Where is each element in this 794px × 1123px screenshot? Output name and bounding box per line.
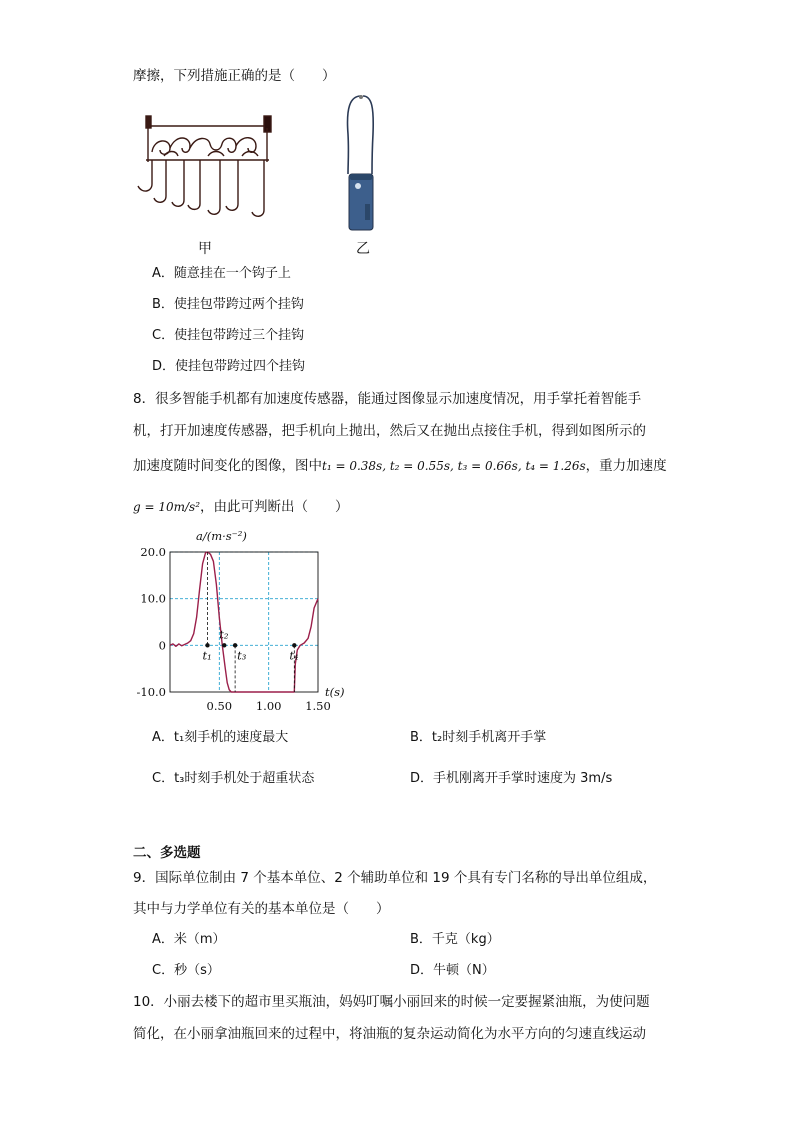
q9-option-c: C．秒（s）: [152, 963, 220, 978]
chart-xlabel: t(s): [325, 685, 345, 699]
x-tick-label: 0.50: [206, 699, 233, 713]
q8-line-1: 8．很多智能手机都有加速度传感器，能通过图像显示加速度情况，用手掌托着智能手: [133, 391, 642, 407]
q7-option-d: D．使挂包带跨过四个挂钩: [152, 359, 306, 374]
x-tick-label: 1.00: [255, 699, 282, 713]
q9-line-2: 其中与力学单位有关的基本单位是（ ）: [133, 901, 390, 917]
hook-rack-figure: [124, 112, 284, 222]
q8-line-3-text-a: 加速度随时间变化的图像，图中: [133, 458, 322, 474]
y-tick-label: 0: [158, 638, 166, 653]
marker-label: t₃: [237, 648, 247, 663]
q8-time-values: t₁ = 0.38s, t₂ = 0.55s, t₃ = 0.66s, t₄ = 1.26s: [322, 459, 586, 473]
section-title: 二、多选题: [133, 845, 201, 861]
marker-point: [292, 643, 296, 647]
acceleration-chart: [120, 524, 345, 720]
figure-caption-jia: 甲: [198, 241, 212, 257]
q10-line-2: 简化，在小丽拿油瓶回来的过程中，将油瓶的复杂运动简化为水平方向的匀速直线运动: [133, 1026, 646, 1042]
q9-option-d: D．牛顿（N）: [410, 963, 495, 978]
y-tick-label: 10.0: [140, 591, 166, 606]
q7-option-c: C．使挂包带跨过三个挂钩: [152, 328, 305, 343]
y-tick-label: -10.0: [136, 685, 166, 699]
marker-point: [222, 643, 226, 647]
q9-option-b: B．千克（kg）: [410, 932, 500, 947]
q8-line-4-text: ，由此可判断出（ ）: [200, 499, 349, 515]
q7-stem-tail: 摩擦，下列措施正确的是（ ）: [133, 68, 336, 84]
marker-label: t₁: [202, 648, 212, 663]
marker-label: t₄: [289, 648, 299, 663]
q8-option-d: D．手机刚离开手掌时速度为 3m/s: [410, 771, 613, 786]
q8-option-a: A．t₁刻手机的速度最大: [152, 730, 289, 745]
q7-option-b: B．使挂包带跨过两个挂钩: [152, 297, 304, 312]
q9-option-a: A．米（m）: [152, 932, 226, 947]
q9-line-1: 9．国际单位制由 7 个基本单位、2 个辅助单位和 19 个具有专门名称的导出单位组成，: [133, 870, 657, 886]
chart-ylabel: a/(m·s⁻²): [196, 529, 247, 543]
y-tick-label: 20.0: [140, 545, 166, 559]
acceleration-curve: [170, 552, 318, 692]
x-tick-label: 1.50: [305, 699, 331, 713]
q8-option-b: B．t₂时刻手机离开手掌: [410, 730, 547, 745]
phone-bag-figure: [336, 94, 386, 234]
q8-line-3-text-b: ，重力加速度: [585, 458, 667, 474]
marker-label: t₂: [219, 627, 229, 642]
marker-point: [233, 643, 237, 647]
q8-line-2: 机，打开加速度传感器，把手机向上抛出，然后又在抛出点接住手机，得到如图所示的: [133, 423, 646, 439]
q8-line-4: [133, 497, 349, 517]
q8-gravity-value: g = 10m/s²: [133, 500, 201, 514]
q8-option-c: C．t₃时刻手机处于超重状态: [152, 771, 315, 786]
figure-caption-yi: 乙: [356, 241, 370, 257]
q10-line-1: 10．小丽去楼下的超市里买瓶油，妈妈叮嘱小丽回来的时候一定要握紧油瓶，为使问题: [133, 994, 650, 1010]
q7-option-a: A．随意挂在一个钩子上: [152, 266, 291, 281]
q8-line-3: [133, 456, 667, 476]
marker-point: [205, 643, 209, 647]
chart-frame: [170, 552, 318, 692]
